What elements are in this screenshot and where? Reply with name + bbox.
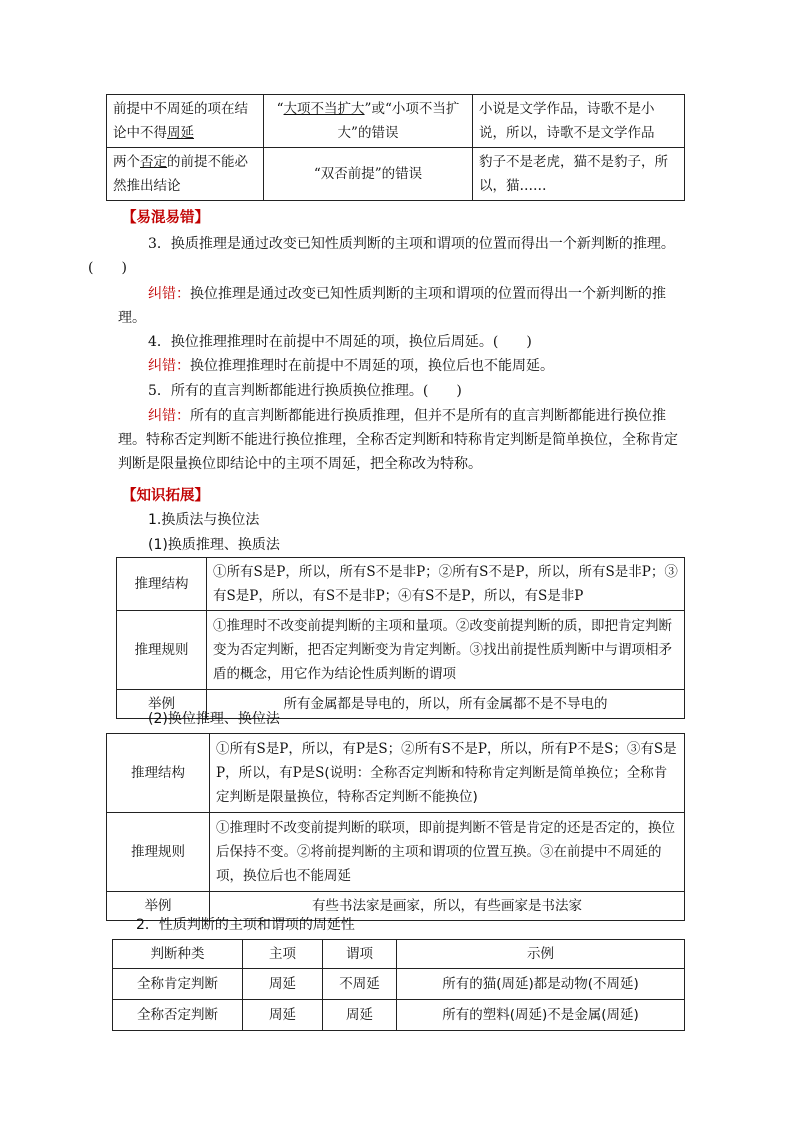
cell-text: ①所有S是P，所以，有P是S；②所有S不是P，所以，所有P不是S；③有S是P，所以，有P是S [216, 741, 677, 781]
distribution-table [112, 939, 685, 1031]
column-header: 谓项 [323, 940, 397, 969]
cell-text: “ [276, 101, 284, 117]
item-3 [88, 232, 688, 280]
table-row [113, 969, 685, 1000]
table-cell: ①所有S是P，所以，所有S不是非P；②所有S不是P，所以，所有S是非P；③有S是P，所以，有S不是非P；④有S不是P，所以，有S是非P [207, 558, 685, 611]
table-cell: 所有金属都是导电的，所以，所有金属都不是不导电的 [207, 690, 685, 719]
subsection-title: (1)换质推理、换质法 [148, 537, 280, 553]
section-heading: 【易混易错】 [122, 209, 209, 226]
item-text: 3．换质推理是通过改变已知性质判断的主项和谓项的位置而得出一个新判断的推理。 [148, 236, 675, 252]
table-cell [210, 734, 685, 813]
item-5 [118, 379, 688, 403]
underlined-text: 大项不当扩大 [283, 101, 365, 117]
table-row [107, 148, 685, 201]
table-cell: 全称否定判断 [113, 1000, 243, 1031]
correction-4 [118, 354, 688, 378]
cell-text: 所有的塑料 [442, 1007, 510, 1023]
note-text: (周延) [509, 1007, 548, 1023]
table-cell: 全称肯定判断 [113, 969, 243, 1000]
correction-3 [118, 282, 688, 330]
table-cell: ①推理时不改变前提判断的主项和量项。②改变前提判断的质，即把肯定判断变为否定判断，把否定判断变为肯定判断。③找出前提性质判断中与谓项相矛盾的概念，用它作为结论性质判断的谓项 [207, 611, 685, 690]
table-cell: 周延 [243, 1000, 323, 1031]
obversion-table [106, 733, 685, 921]
table-cell: ①推理时不改变前提判断的联项，即前提判断不管是肯定的还是否定的，换位后保持不变。②将前提判断的主项和谓项的位置互换。③在前提中不周延的项，换位后也不能周延 [210, 813, 685, 892]
table-cell: 推理结构 [107, 734, 210, 813]
section-heading: 【知识拓展】 [122, 487, 209, 504]
table-cell: 推理规则 [117, 611, 207, 690]
underlined-text: 否定 [140, 154, 167, 170]
column-header: 主项 [243, 940, 323, 969]
table-cell: 不周延 [323, 969, 397, 1000]
table-row [117, 611, 685, 690]
cell-text: 不是金属 [547, 1007, 602, 1023]
cell-text: ”或“小项不当扩大”的错误 [337, 101, 460, 141]
table-cell: 举例 [107, 892, 210, 921]
table-row [113, 1000, 685, 1031]
column-header: 示例 [397, 940, 685, 969]
cell-text: 前提中不周延的项在结论中不得 [113, 101, 248, 141]
table-cell [107, 95, 264, 148]
table-cell: 豹子不是老虎，猫不是豹子，所以，猫…… [473, 148, 685, 201]
table-row [117, 558, 685, 611]
table-cell: 小说是文学作品，诗歌不是小说，所以，诗歌不是文学作品 [473, 95, 685, 148]
correction-label: 纠错： [148, 408, 190, 424]
table-row [107, 95, 685, 148]
note-text: (周延) [496, 976, 534, 992]
subsection-title: 2．性质判断的主项和谓项的周延性 [136, 917, 355, 933]
table-cell [107, 148, 264, 201]
correction-text: 换位推理是通过改变已知性质判断的主项和谓项的位置而得出一个新判断的推理。 [118, 286, 666, 326]
correction-text: 换位推理推理时在前提中不周延的项，换位后也不能周延。 [190, 358, 554, 374]
correction-label: 纠错： [148, 358, 190, 374]
item-text: 4．换位推理推理时在前提中不周延的项，换位后周延。( ) [148, 334, 532, 350]
cell-text: 的前提不能必然推出结论 [113, 154, 248, 194]
note-text: (不周延) [587, 976, 639, 992]
table-cell: 推理结构 [117, 558, 207, 611]
table-header-row [113, 940, 685, 969]
table-cell: “双否前提”的错误 [264, 148, 473, 201]
correction-label: 纠错： [148, 286, 190, 302]
table-cell: 举例 [117, 690, 207, 719]
answer-paren: ( ) [88, 260, 127, 276]
note-text: (周延) [601, 1007, 639, 1023]
correction-5 [118, 404, 688, 476]
column-header: 判断种类 [113, 940, 243, 969]
subsection-title: (2)换位推理、换位法 [148, 711, 280, 727]
table-cell [264, 95, 473, 148]
table-row [107, 734, 685, 813]
table-cell: 推理规则 [107, 813, 210, 892]
top-table [106, 94, 685, 201]
underlined-text: 周延 [167, 125, 194, 141]
item-text: 5．所有的直言判断都能进行换质换位推理。( ) [148, 383, 462, 399]
conversion-table [116, 557, 685, 719]
table-cell [397, 1000, 685, 1031]
table-cell: 周延 [323, 1000, 397, 1031]
note-text: (说明：全称否定判断和特称肯定判断是简单换位；全称肯定判断是限量换位，特称否定判断不能换位) [216, 765, 668, 805]
cell-text: 两个 [113, 154, 140, 170]
item-4 [118, 330, 688, 354]
cell-text: 都是动物 [533, 976, 588, 992]
cell-text: 所有的猫 [442, 976, 497, 992]
table-cell [397, 969, 685, 1000]
table-cell: 有些书法家是画家，所以，有些画家是书法家 [210, 892, 685, 921]
table-cell: 周延 [243, 969, 323, 1000]
table-row [107, 813, 685, 892]
subsection-title: 1.换质法与换位法 [148, 512, 260, 528]
correction-text: 所有的直言判断都能进行换质推理，但并不是所有的直言判断都能进行换位推理。特称否定判断不能进行换位推理，全称否定判断和特称肯定判断是简单换位，全称肯定判断是限量换位即结论中的主项不周延，把全称改为特称。 [118, 408, 678, 472]
